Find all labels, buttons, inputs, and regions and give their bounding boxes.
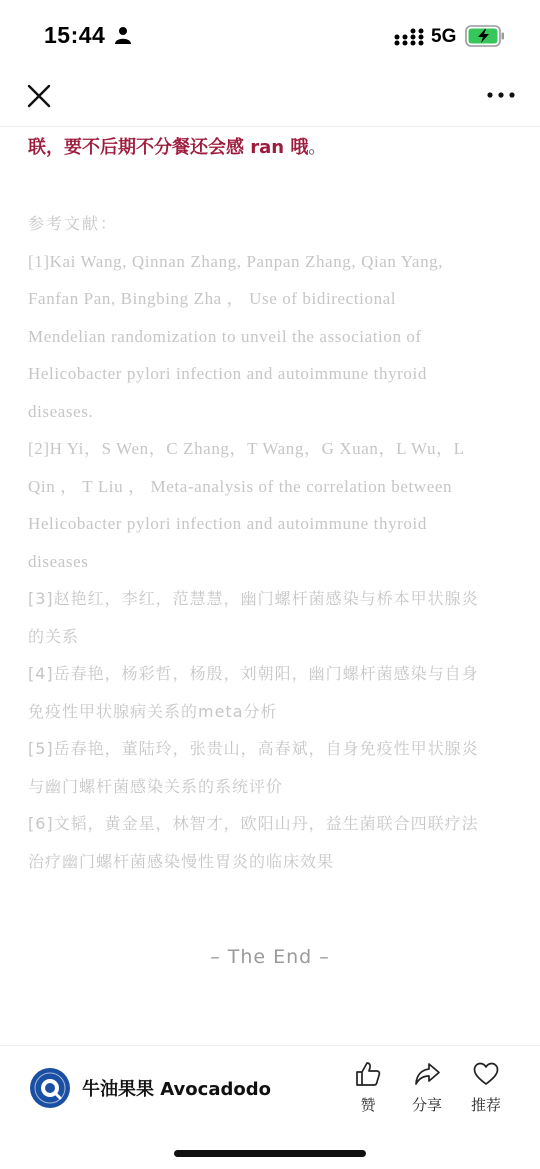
- more-icon[interactable]: [486, 90, 516, 100]
- reference-line: Mendelian randomization to unveil the association of: [28, 326, 422, 346]
- reference-line: 免疫性甲状腺病关系的meta分析: [28, 701, 278, 721]
- reference-item-1: [28, 243, 512, 431]
- recommend-label: 推荐: [470, 1096, 501, 1114]
- reference-line: diseases.: [28, 401, 94, 421]
- reference-line: [2]H Yi，S Wen，C Zhang，T Wang，G Xuan，L Wu，L: [28, 439, 465, 458]
- share-label: 分享: [411, 1096, 442, 1114]
- references-section: [28, 205, 512, 880]
- recommend-button[interactable]: [461, 1060, 511, 1115]
- reference-item-2: [28, 430, 512, 580]
- status-time: 15:44: [44, 22, 106, 48]
- highlight-text-content: 联，要不后期不分餐还会感 ran 哦: [28, 137, 309, 158]
- nav-divider: [0, 126, 540, 127]
- article-body: [28, 128, 512, 168]
- close-icon[interactable]: [26, 83, 52, 109]
- reference-item-6: [28, 805, 512, 880]
- highlight-text: [28, 128, 512, 168]
- share-button[interactable]: [402, 1060, 452, 1115]
- reference-line: 治疗幽门螺杆菌感染慢性胃炎的临床效果: [28, 851, 335, 871]
- reference-line: [3]赵艳红，李红，范慧慧，幽门螺杆菌感染与桥本甲状腺炎: [28, 589, 479, 608]
- reference-item-3: [28, 580, 512, 655]
- network-label: 5G: [431, 26, 457, 47]
- home-indicator[interactable]: [174, 1150, 366, 1157]
- reference-line: [1]Kai Wang, Qinnan Zhang, Panpan Zhang, Qian Yang,: [28, 251, 444, 271]
- references-heading: 参考文献：: [28, 214, 119, 233]
- reference-line: diseases: [28, 551, 89, 571]
- reference-item-5: [28, 730, 512, 805]
- highlight-period: 。: [308, 137, 327, 158]
- share-icon: [413, 1060, 441, 1088]
- reference-line: Helicobacter pylori infection and autoimmune thyroid: [28, 364, 427, 383]
- account-name[interactable]: 牛油果果 Avocadodo: [82, 1079, 271, 1100]
- signal-icon: [394, 27, 424, 47]
- like-button[interactable]: [343, 1060, 393, 1115]
- heart-icon: [472, 1060, 500, 1088]
- reference-line: 的关系: [28, 626, 80, 646]
- battery-charging-icon: [465, 24, 505, 48]
- reference-item-4: [28, 655, 512, 730]
- reference-line: [5]岳春艳，董陆玲，张贵山，高春斌，自身免疫性甲状腺炎: [28, 739, 479, 758]
- reference-line: [6]文韬，黄金星，林智才，欧阳山丹，益生菌联合四联疗法: [28, 814, 479, 833]
- like-label: 赞: [360, 1096, 376, 1114]
- reference-line: [4]岳春艳，杨彩哲，杨殷，刘朝阳，幽门螺杆菌感染与自身: [28, 664, 479, 683]
- person-icon: [114, 26, 132, 44]
- reference-line: Fanfan Pan, Bingbing Zha ， Use of bidirectional: [28, 289, 397, 308]
- thumbs-up-icon: [354, 1060, 382, 1088]
- nav-bar: [0, 70, 540, 126]
- reference-line: Helicobacter pylori infection and autoimmune thyroid: [28, 514, 427, 533]
- the-end-marker: – The End –: [210, 946, 330, 968]
- avocado-logo-icon[interactable]: [30, 1068, 70, 1108]
- reference-line: 与幽门螺杆菌感染关系的系统评价: [28, 776, 284, 796]
- reference-line: Qin ， T Liu ， Meta-analysis of the correlation between: [28, 476, 453, 496]
- status-bar: [0, 0, 540, 70]
